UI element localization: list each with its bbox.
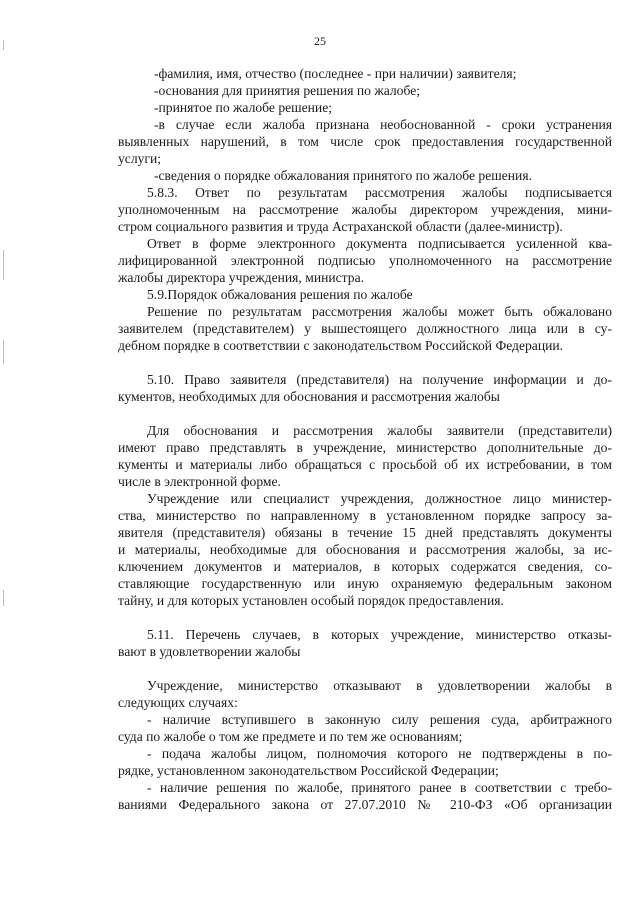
text-line: -сведения о порядке обжалования принятого по жалобе решения.	[154, 168, 532, 183]
text-line: ставляющие государственную или иную охраняемую федеральным законом	[118, 576, 612, 591]
text-line: -основания для принятия решения по жалобе;	[154, 83, 421, 98]
section-heading: вают в удовлетворении жалобы	[118, 644, 301, 659]
text-line: дебном порядке в соответствии с законодательством Российской Федерации.	[118, 338, 564, 353]
text-line: 5.8.3. Ответ по результатам рассмотрения жалобы подписывается	[147, 185, 612, 200]
text-line: -принятое по жалобе решение;	[154, 100, 333, 115]
text-line: - наличие вступившего в законную силу решения суда, арбитражного	[147, 712, 612, 727]
text-line: -фамилия, имя, отчество (последнее - при наличии) заявителя;	[154, 66, 517, 81]
section-heading: 5.9.Порядок обжалования решения по жалобе	[147, 287, 413, 302]
page-number: 25	[314, 34, 326, 48]
text-line: явителя (представителя) обязаны в течение 15 дней представлять документы	[118, 525, 612, 540]
text-line: суда по жалобе о том же предмете и по тем же основаниям;	[118, 729, 463, 744]
text-line: - подача жалобы лицом, полномочия которого не подтверждены в по-	[147, 746, 612, 761]
text-line: кументы и материалы либо обращаться с просьбой об их истребовании, в том	[118, 457, 612, 472]
text-line: стром социального развития и труда Астраханской области (далее-министр).	[118, 219, 563, 234]
text-line: следующих случаях:	[118, 695, 238, 710]
text-line: и материалы, необходимые для обоснования и рассмотрения жалобы, за ис-	[118, 542, 612, 557]
section-heading: 5.11. Перечень случаев, в которых учреждение, министерство отказы-	[147, 627, 612, 642]
text-line: числе в электронной форме.	[118, 474, 281, 489]
text-line: лифицированной электронной подписью уполномоченного на рассмотрение	[118, 253, 612, 268]
text-line: рядке, установленном законодательством Российской Федерации;	[118, 763, 499, 778]
text-line: ства, министерство по направленному в установленном порядке запросу за-	[118, 508, 612, 523]
text-line: Для обоснования и рассмотрения жалобы заявители (представители)	[147, 423, 612, 438]
text-line: заявителем (представителем) у вышестоящего должностного лица или в су-	[118, 321, 612, 336]
text-line: жалобы директора учреждения, министра.	[118, 270, 365, 285]
text-line: Ответ в форме электронного документа подписывается усиленной ква-	[147, 236, 612, 251]
text-line: Учреждение или специалист учреждения, должностное лицо министер-	[147, 491, 612, 506]
text-line: услуги;	[118, 151, 162, 166]
text-line: ключением документов и материалов, в которых содержатся сведения, со-	[118, 559, 612, 574]
section-heading: 5.10. Право заявителя (представителя) на получение информации и до-	[147, 372, 612, 387]
section-heading: кументов, необходимых для обоснования и рассмотрения жалобы	[118, 389, 500, 404]
text-line: имеют право представлять в учреждение, министерство дополнительные до-	[118, 440, 612, 455]
text-line: тайну, и для которых установлен особый порядок предоставления.	[118, 593, 504, 608]
text-line: Учреждение, министерство отказывают в удовлетворении жалобы в	[147, 678, 612, 693]
scan-edge-mark	[3, 590, 4, 606]
text-line: Решение по результатам рассмотрения жалобы может быть обжаловано	[147, 304, 612, 319]
text-line: выявленных нарушений, в том числе срок предоставления государственной	[118, 134, 612, 149]
text-line: - наличие решения по жалобе, принятого ранее в соответствии с требо-	[147, 780, 612, 795]
text-line: ваниями Федерального закона от 27.07.2010 № 210-ФЗ «Об организации	[118, 797, 612, 812]
text-line: уполномоченным на рассмотрение жалобы директором учреждения, мини-	[118, 202, 612, 217]
scan-edge-mark	[3, 340, 4, 364]
text-line: -в случае если жалоба признана необоснованной - сроки устранения	[154, 117, 612, 132]
scan-edge-mark	[3, 250, 4, 280]
